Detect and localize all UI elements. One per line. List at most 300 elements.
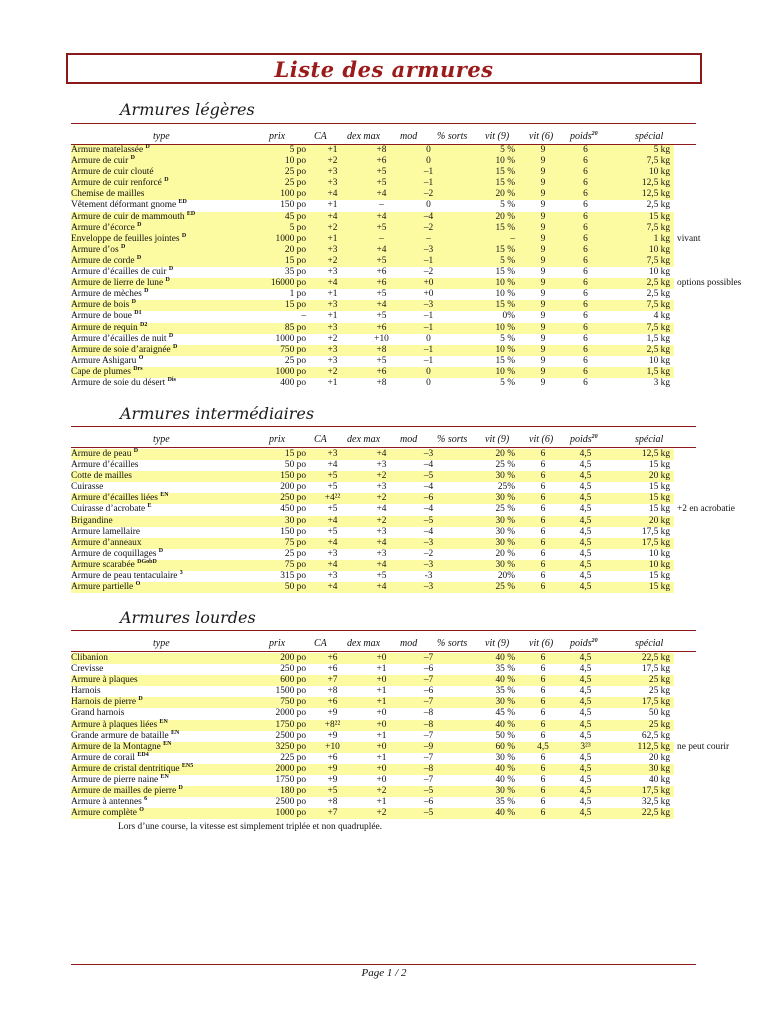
cell-vit9: 4,5 — [523, 742, 563, 753]
cell-ca: +7 — [312, 675, 353, 686]
source-sup: D — [178, 785, 183, 792]
cell-dex: +3 — [376, 526, 387, 537]
cell-vit9: 6 — [540, 504, 546, 515]
armor-name: Armure d’écailles liées — [71, 493, 158, 504]
cell-vit6: 3²³ — [563, 742, 608, 753]
cell-special — [674, 256, 696, 267]
cell-special: options possibles — [677, 278, 742, 289]
cell-special — [674, 167, 696, 178]
cell-vit6: 4,5 — [563, 493, 608, 504]
cell-sorts: 30 % — [447, 786, 523, 797]
cell-prix: 1500 po — [275, 686, 306, 697]
cell-mod: –1 — [410, 323, 447, 334]
cell-sorts: 5 % — [500, 333, 515, 344]
armor-name: Armure d’écailles — [71, 460, 139, 471]
table-row — [71, 653, 696, 664]
cell-dex: +8 — [353, 145, 410, 156]
cell-vit6: 4,5 — [563, 560, 608, 571]
section-title-heavy: Armures lourdes — [120, 608, 256, 627]
cell-prix: 15 po — [234, 256, 312, 267]
armor-name: Armure de cuir clouté — [71, 167, 154, 178]
cell-mod: –1 — [410, 256, 447, 267]
cell-dex: +8 — [353, 345, 410, 356]
cell-prix: 2500 po — [275, 797, 306, 808]
cell-type — [71, 786, 234, 797]
armor-name: Armure scarabée — [71, 559, 135, 570]
cell-type — [71, 200, 234, 211]
armor-name: Armure Ashigaru — [71, 355, 137, 366]
cell-vit9: 9 — [523, 189, 563, 200]
cell-poids: 40 kg — [648, 775, 670, 786]
cell-vit9: 6 — [523, 582, 563, 593]
cell-special — [674, 664, 696, 675]
cell-dex: +1 — [353, 697, 410, 708]
cell-prix: 250 po — [280, 664, 306, 675]
cell-mod: –4 — [423, 482, 434, 493]
cell-prix: 450 po — [280, 504, 306, 515]
source-sup: D — [164, 177, 169, 184]
cell-poids: 1,5 kg — [646, 333, 670, 344]
cell-special — [674, 538, 696, 549]
table-row — [71, 786, 696, 797]
cell-type — [71, 686, 234, 697]
cell-ca: +2 — [312, 156, 353, 167]
cell-vit9: 6 — [540, 686, 546, 697]
source-sup: D — [158, 547, 164, 554]
cell-sorts: 20% — [497, 571, 515, 582]
section-rule — [71, 630, 696, 631]
source-sup: EN5 — [181, 762, 194, 769]
cell-poids: 17,5 kg — [608, 697, 674, 708]
cell-vit9: 6 — [523, 471, 563, 482]
cell-dex: +5 — [353, 167, 410, 178]
cell-sorts: 5 % — [447, 256, 523, 267]
source-sup: EN — [160, 774, 169, 781]
cell-prix: 1 po — [289, 289, 306, 300]
cell-type — [71, 808, 234, 819]
cell-vit6: 6 — [563, 156, 608, 167]
cell-prix: 50 po — [234, 582, 312, 593]
cell-sorts: 0% — [502, 311, 515, 322]
cell-vit6: 4,5 — [563, 697, 608, 708]
cell-ca: +3 — [327, 548, 338, 559]
cell-dex: +4 — [376, 504, 387, 515]
cell-dex: +1 — [376, 752, 387, 763]
cell-type — [71, 708, 234, 719]
cell-poids: 2,5 kg — [608, 278, 674, 289]
armor-name: Armure de bois — [71, 300, 130, 311]
cell-vit6: 4,5 — [579, 504, 592, 515]
header-vit6: vit (6) — [529, 131, 554, 142]
cell-prix: 45 po — [234, 212, 312, 223]
table-row — [71, 334, 696, 345]
cell-dex: +1 — [376, 730, 387, 741]
cell-special — [674, 367, 696, 378]
cell-prix: 1000 po — [234, 808, 312, 819]
cell-sorts: 30 % — [447, 697, 523, 708]
cell-type — [71, 234, 234, 245]
cell-ca: +3 — [327, 267, 338, 278]
cell-vit9: 6 — [523, 538, 563, 549]
cell-type — [71, 245, 234, 256]
cell-dex: +1 — [376, 686, 387, 697]
table-header — [71, 638, 696, 650]
cell-vit6: 4,5 — [563, 720, 608, 731]
source-sup: D — [168, 332, 174, 339]
cell-dex: – — [379, 200, 384, 211]
cell-poids: 2,5 kg — [646, 200, 670, 211]
armor-name: Cape de plumes — [71, 366, 131, 377]
table-row — [71, 493, 696, 504]
cell-mod: –1 — [423, 311, 434, 322]
cell-prix: 25 po — [284, 548, 306, 559]
cell-dex: +2 — [353, 786, 410, 797]
armor-name: Crevisse — [71, 664, 104, 675]
table-row — [71, 356, 696, 367]
cell-sorts: 15 % — [447, 167, 523, 178]
table-row — [71, 697, 696, 708]
cell-dex: +2 — [353, 516, 410, 527]
source-sup: EN — [159, 718, 168, 725]
cell-sorts: 5 % — [500, 200, 515, 211]
source-sup: D — [130, 155, 135, 162]
table-row — [71, 311, 696, 322]
cell-type — [71, 742, 234, 753]
armor-name: Armure de soie du désert — [71, 377, 166, 388]
header-poids-label: poids — [570, 638, 592, 649]
cell-poids: 25 kg — [608, 720, 674, 731]
cell-vit9: 9 — [540, 355, 546, 366]
cell-vit9: 9 — [523, 145, 563, 156]
cell-prix: 25 po — [234, 178, 312, 189]
cell-prix: 3250 po — [234, 742, 312, 753]
cell-dex: +8 — [376, 377, 387, 388]
cell-vit9: 9 — [523, 167, 563, 178]
cell-special — [674, 708, 696, 719]
cell-poids: 7,5 kg — [608, 156, 674, 167]
cell-sorts: 30 % — [495, 526, 515, 537]
cell-dex: +0 — [353, 653, 410, 664]
armor-name: Armure d’anneaux — [71, 537, 142, 548]
cell-vit6: 6 — [583, 377, 588, 388]
cell-dex: +4 — [353, 212, 410, 223]
cell-prix: 16000 po — [234, 278, 312, 289]
cell-ca: +9 — [327, 730, 338, 741]
cell-special — [674, 200, 696, 211]
header-special: spécial — [635, 434, 664, 445]
cell-mod: –1 — [410, 345, 447, 356]
cell-dex: +6 — [376, 267, 387, 278]
cell-mod: –5 — [410, 808, 447, 819]
cell-type — [71, 323, 234, 334]
cell-ca: +3 — [327, 355, 338, 366]
table-row — [71, 504, 696, 515]
cell-vit6: 6 — [563, 145, 608, 156]
cell-poids: 10 kg — [648, 548, 670, 559]
cell-vit9: 9 — [523, 156, 563, 167]
cell-special — [674, 311, 696, 322]
cell-vit9: 9 — [523, 345, 563, 356]
cell-special — [674, 178, 696, 189]
header-ca: CA — [314, 131, 327, 142]
table-row — [71, 378, 696, 389]
cell-vit6: 4,5 — [579, 686, 592, 697]
cell-ca: +2 — [327, 333, 338, 344]
cell-sorts: 25 % — [495, 460, 515, 471]
cell-type — [71, 356, 234, 367]
header-prix: prix — [269, 434, 286, 445]
cell-vit6: 6 — [563, 323, 608, 334]
cell-poids: 12,5 kg — [608, 449, 674, 460]
cell-prix: 20 po — [234, 245, 312, 256]
cell-sorts: 10 % — [447, 323, 523, 334]
cell-special — [674, 460, 696, 471]
cell-sorts: 20 % — [447, 212, 523, 223]
source-sup: Dis — [167, 376, 176, 383]
cell-dex: +6 — [353, 367, 410, 378]
cell-type — [71, 720, 234, 731]
cell-poids: 20 kg — [608, 471, 674, 482]
cell-vit6: 6 — [563, 367, 608, 378]
table-row — [71, 538, 696, 549]
cell-dex: +4 — [353, 538, 410, 549]
table-row — [71, 449, 696, 460]
source-sup: ED4 — [137, 751, 149, 758]
armor-name: Armure de mailles de pierre — [71, 786, 177, 797]
cell-mod: –2 — [423, 267, 434, 278]
cell-vit6: 6 — [583, 311, 588, 322]
cell-poids: 15 kg — [648, 504, 670, 515]
cell-vit6: 6 — [563, 300, 608, 311]
armor-name: Armure à plaques liées — [71, 719, 158, 730]
cell-mod: –8 — [410, 764, 447, 775]
cell-ca: +4 — [312, 560, 353, 571]
cell-vit6: 6 — [563, 345, 608, 356]
cell-vit6: 6 — [583, 355, 588, 366]
cell-mod: –7 — [410, 697, 447, 708]
cell-type — [71, 278, 234, 289]
cell-dex: +1 — [376, 797, 387, 808]
source-sup: D — [136, 254, 142, 261]
table-row — [71, 323, 696, 334]
cell-prix: 400 po — [280, 377, 306, 388]
header-sorts: % sorts — [437, 434, 468, 445]
cell-ca: +1 — [327, 377, 338, 388]
header-type: type — [153, 434, 170, 445]
armor-name: Enveloppe de feuilles jointes — [71, 233, 180, 244]
cell-type — [71, 289, 234, 300]
cell-type — [71, 653, 234, 664]
cell-prix: 10 po — [234, 156, 312, 167]
cell-prix: 315 po — [280, 571, 306, 582]
cell-poids: 7,5 kg — [608, 323, 674, 334]
table-row — [71, 516, 696, 527]
cell-vit6: 4,5 — [563, 449, 608, 460]
table-row — [71, 189, 696, 200]
cell-prix: 200 po — [234, 653, 312, 664]
cell-type — [71, 189, 234, 200]
cell-vit6: 4,5 — [579, 708, 592, 719]
cell-type — [71, 345, 234, 356]
cell-sorts: 40 % — [495, 775, 515, 786]
cell-vit9: 9 — [523, 223, 563, 234]
cell-mod: 0 — [426, 333, 431, 344]
armor-name: Armure matelassée — [71, 145, 144, 155]
cell-vit9: 6 — [540, 571, 546, 582]
cell-mod: 0 — [426, 377, 431, 388]
cell-poids: 7,5 kg — [608, 300, 674, 311]
cell-vit9: 9 — [523, 367, 563, 378]
cell-vit9: 9 — [523, 178, 563, 189]
cell-vit9: 9 — [540, 333, 546, 344]
armor-name: Brigandine — [71, 515, 113, 526]
armor-name: Armure de corail — [71, 752, 136, 763]
cell-type — [71, 178, 234, 189]
cell-poids: 32,5 kg — [641, 797, 670, 808]
cell-type — [71, 378, 234, 389]
cell-poids: 10 kg — [608, 560, 674, 571]
cell-poids: 25 kg — [648, 686, 670, 697]
cell-vit6: 6 — [583, 267, 588, 278]
cell-type — [71, 560, 234, 571]
table-row — [71, 686, 696, 697]
armor-name: Armure de cuir renforcé — [71, 178, 162, 189]
footer-rule — [71, 964, 696, 965]
cell-vit6: 4,5 — [563, 764, 608, 775]
cell-type — [71, 582, 234, 593]
cell-poids: 62,5 kg — [641, 730, 670, 741]
cell-type — [71, 334, 234, 345]
cell-special — [674, 797, 696, 808]
cell-vit6: 4,5 — [563, 516, 608, 527]
cell-mod: 0 — [426, 200, 431, 211]
source-sup: DGobD — [137, 558, 157, 565]
cell-ca: +5 — [327, 526, 338, 537]
cell-dex: +5 — [353, 223, 410, 234]
cell-sorts: 45 % — [495, 708, 515, 719]
table-row — [71, 775, 696, 786]
cell-vit9: 9 — [540, 267, 546, 278]
table-row — [71, 808, 696, 819]
cell-sorts: 10 % — [447, 345, 523, 356]
header-vit9: vit (9) — [485, 434, 510, 445]
cell-prix: – — [301, 311, 306, 322]
header-dex: dex max — [347, 131, 381, 142]
cell-dex: +2 — [353, 471, 410, 482]
cell-vit9: 6 — [523, 675, 563, 686]
source-sup: D — [138, 696, 143, 703]
armor-name: Armure de cuir de mammouth — [71, 211, 185, 222]
table-row — [71, 571, 696, 582]
cell-vit6: 6 — [563, 178, 608, 189]
cell-mod: –7 — [423, 775, 434, 786]
cell-special — [674, 245, 696, 256]
table-row — [71, 549, 696, 560]
cell-mod: –6 — [410, 493, 447, 504]
cell-dex: +4 — [353, 582, 410, 593]
cell-special — [674, 493, 696, 504]
table-row — [71, 582, 696, 593]
cell-prix: 150 po — [234, 471, 312, 482]
cell-vit9: 6 — [540, 797, 546, 808]
cell-poids: 15 kg — [648, 460, 670, 471]
cell-prix: 1750 po — [234, 720, 312, 731]
cell-poids: 10 kg — [648, 267, 670, 278]
cell-dex: +3 — [376, 460, 387, 471]
cell-poids: 15 kg — [608, 212, 674, 223]
cell-special — [674, 482, 696, 493]
table-header — [71, 434, 696, 446]
cell-ca: +7 — [312, 808, 353, 819]
cell-vit6: 4,5 — [579, 482, 592, 493]
cell-vit9: 9 — [523, 323, 563, 334]
cell-type — [71, 449, 234, 460]
cell-prix: 1000 po — [234, 367, 312, 378]
cell-ca: +10 — [312, 742, 353, 753]
cell-prix: 200 po — [280, 482, 306, 493]
armor-name: Armure de corde — [71, 255, 135, 266]
cell-type — [71, 571, 234, 582]
armor-name: Armure lamellaire — [71, 526, 140, 537]
cell-vit6: 4,5 — [563, 675, 608, 686]
cell-mod: –6 — [423, 797, 434, 808]
cell-vit6: 4,5 — [563, 808, 608, 819]
cell-sorts: 5 % — [447, 145, 523, 156]
cell-prix: 600 po — [234, 675, 312, 686]
cell-special — [674, 753, 696, 764]
cell-mod: –3 — [410, 582, 447, 593]
cell-special — [674, 731, 696, 742]
cell-special — [674, 808, 696, 819]
cell-poids: 12,5 kg — [608, 178, 674, 189]
source-sup: D — [144, 288, 149, 295]
armor-name: Cuirasse — [71, 482, 104, 493]
header-vit6: vit (6) — [529, 638, 554, 649]
cell-ca: +5 — [312, 471, 353, 482]
header-poids-sup: 20 — [591, 638, 598, 644]
table-row — [71, 212, 696, 223]
header-prix: prix — [269, 638, 286, 649]
header-poids-label: poids — [570, 131, 592, 142]
table-row — [71, 234, 696, 245]
cell-mod: 0 — [410, 156, 447, 167]
cell-special — [674, 449, 696, 460]
cell-sorts: 40 % — [447, 808, 523, 819]
cell-vit9: 6 — [523, 653, 563, 664]
speed-note: Lors d’une course, la vitesse est simplement triplée et non quadruplée. — [118, 822, 382, 832]
cell-prix: 1000 po — [234, 234, 312, 245]
cell-dex: +0 — [353, 742, 410, 753]
cell-prix: 2500 po — [275, 730, 306, 741]
cell-poids: 5 kg — [608, 145, 674, 156]
cell-special — [674, 345, 696, 356]
armor-name: Grande armure de bataille — [71, 730, 169, 741]
armor-name: Armure d’écorce — [71, 222, 135, 233]
cell-sorts: 15 % — [495, 267, 515, 278]
table-row — [71, 278, 696, 289]
cell-vit6: 4,5 — [579, 775, 592, 786]
cell-ca: +3 — [312, 300, 353, 311]
cell-type — [71, 256, 234, 267]
armor-table-heavy — [71, 653, 730, 819]
cell-vit9: 6 — [523, 697, 563, 708]
cell-sorts: 20 % — [447, 189, 523, 200]
cell-mod: –6 — [423, 686, 434, 697]
cell-ca: +3 — [312, 178, 353, 189]
cell-type — [71, 460, 234, 471]
source-sup: D — [173, 343, 178, 350]
armor-name: Cotte de mailles — [71, 471, 132, 482]
